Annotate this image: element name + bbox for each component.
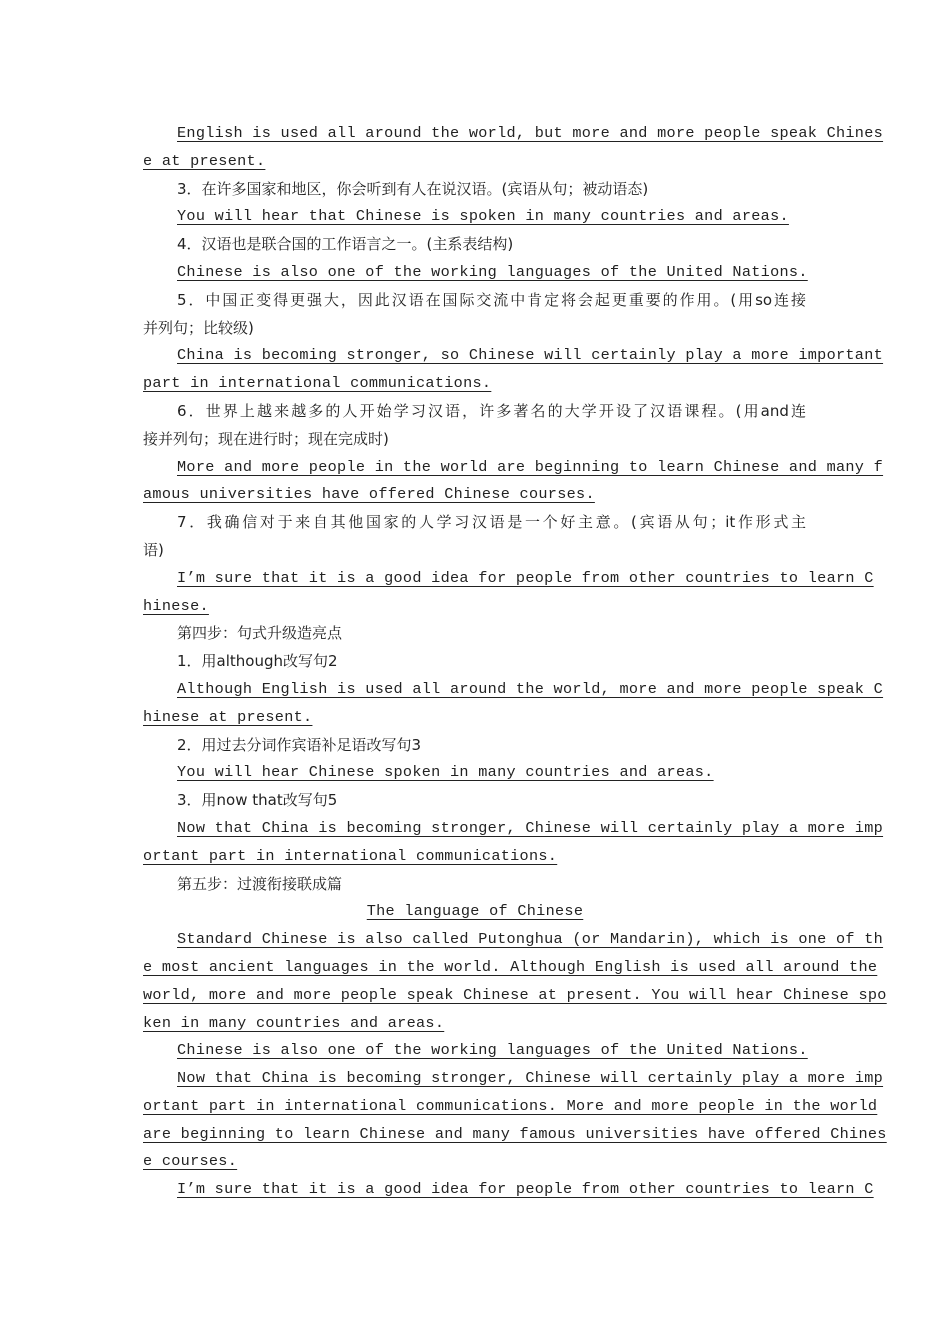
instruction-line: 第五步：过渡衔接联成篇 xyxy=(177,874,343,893)
answer-line: world, more and more people speak Chinese at present. You will hear Chinese spo xyxy=(143,985,887,1004)
answer-line: ken in many countries and areas. xyxy=(143,1013,445,1032)
instruction-line: 7．我确信对于来自其他国家的人学习汉语是一个好主意。(宾语从句；it作形式主 xyxy=(177,513,806,532)
answer-line: China is becoming stronger, so Chinese will certainly play a more important xyxy=(177,346,884,365)
answer-line: You will hear that Chinese is spoken in many countries and areas. xyxy=(177,207,789,226)
answer-line: ortant part in international communications. xyxy=(143,846,558,865)
answer-line: I’m sure that it is a good idea for people from other countries to learn C xyxy=(177,1180,874,1199)
instruction-line: 并列句；比较级) xyxy=(143,318,254,337)
answer-line: English is used all around the world, but more and more people speak Chines xyxy=(177,124,884,142)
answer-line: e most ancient languages in the world. Although English is used all around the xyxy=(143,957,878,976)
instruction-line: 3．在许多国家和地区，你会听到有人在说汉语。(宾语从句；被动语态) xyxy=(177,179,649,198)
instruction-line: 4．汉语也是联合国的工作语言之一。(主系表结构) xyxy=(177,235,514,254)
answer-line: Chinese is also one of the working languages of the United Nations. xyxy=(177,262,808,281)
answer-line: part in international communications. xyxy=(143,374,492,393)
answer-line: The language of Chinese xyxy=(366,902,584,921)
answer-line: More and more people in the world are beginning to learn Chinese and many f xyxy=(177,457,884,476)
answer-line: hinese at present. xyxy=(143,707,313,726)
answer-line: You will hear Chinese spoken in many countries and areas. xyxy=(177,763,714,782)
instruction-line: 3．用now that改写句5 xyxy=(177,791,338,810)
answer-line: ortant part in international communications. More and more people in the world xyxy=(143,1096,878,1115)
answer-line: I’m sure that it is a good idea for people from other countries to learn C xyxy=(177,568,874,587)
instruction-line: 语) xyxy=(143,540,164,559)
answer-line: e courses. xyxy=(143,1152,238,1171)
instruction-line: 接并列句；现在进行时；现在完成时) xyxy=(143,429,389,448)
instruction-line: 6．世界上越来越多的人开始学习汉语，许多著名的大学开设了汉语课程。(用and连 xyxy=(177,401,806,420)
answer-line: are beginning to learn Chinese and many famous universities have offered Chines xyxy=(143,1124,887,1143)
instruction-line: 2．用过去分词作宾语补足语改写句3 xyxy=(177,735,422,754)
answer-line: amous universities have offered Chinese courses. xyxy=(143,485,595,504)
instruction-line: 第四步：句式升级造亮点 xyxy=(177,624,343,643)
answer-line: Now that China is becoming stronger, Chinese will certainly play a more imp xyxy=(177,1069,884,1088)
answer-line: Although English is used all around the world, more and more people speak C xyxy=(177,679,884,698)
answer-line: hinese. xyxy=(143,596,209,615)
answer-line: Standard Chinese is also called Putonghua (or Mandarin), which is one of th xyxy=(177,930,884,949)
answer-line: Now that China is becoming stronger, Chinese will certainly play a more imp xyxy=(177,818,884,837)
instruction-line: 5．中国正变得更强大，因此汉语在国际交流中肯定将会起更重要的作用。(用so连接 xyxy=(177,290,806,309)
answer-line: Chinese is also one of the working languages of the United Nations. xyxy=(177,1041,808,1060)
answer-line: e at present. xyxy=(143,151,266,170)
instruction-line: 1．用although改写句2 xyxy=(177,652,338,671)
